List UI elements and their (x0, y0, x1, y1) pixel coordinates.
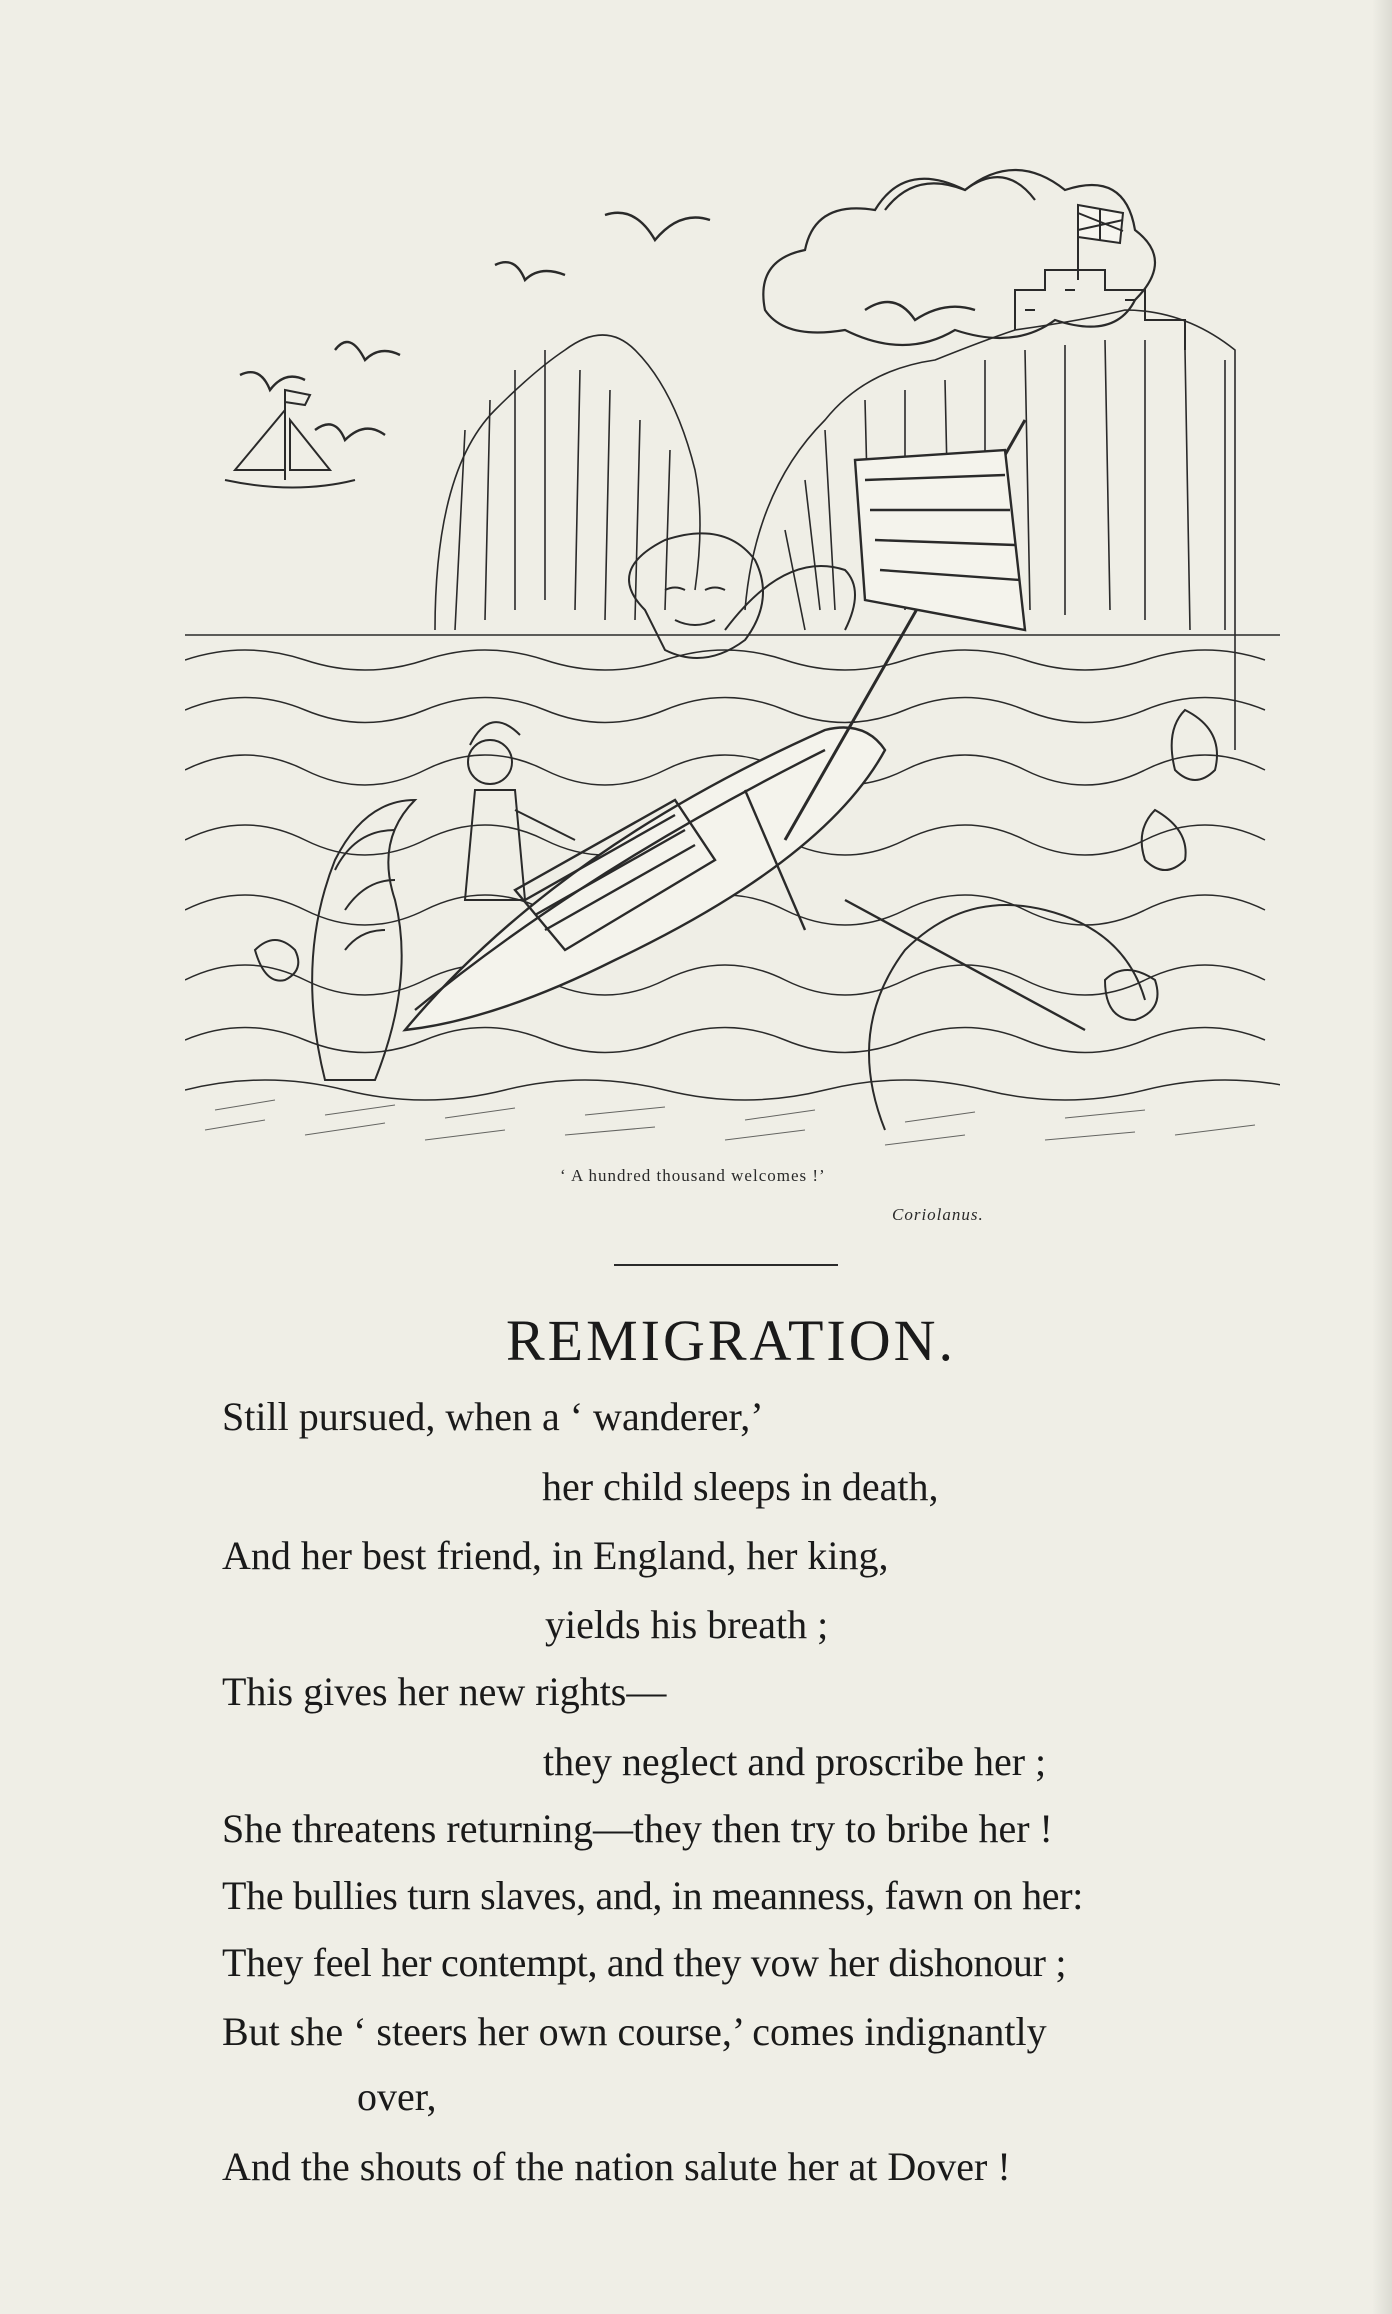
water-plume-drawing (435, 335, 700, 630)
illustration-caption-quote: ‘ A hundred thousand welcomes !’ (560, 1166, 826, 1185)
verse-line: And the shouts of the nation salute her at Dover ! (222, 2144, 1011, 2189)
poem-title: REMIGRATION. (505, 1308, 957, 1373)
verse-line: And her best friend, in England, her king, (222, 1533, 889, 1578)
sailboat-drawing (225, 390, 355, 488)
page-edge-shadow (1372, 0, 1392, 2314)
verse-line: She threatens returning—they then try to bribe her ! (222, 1806, 1053, 1851)
verse-line: But she ‘ steers her own course,’ comes indignantly (222, 2009, 1047, 2054)
engraving-illustration (185, 150, 1280, 1150)
verse-line: over, (357, 2074, 437, 2119)
verse-line: They feel her contempt, and they vow her dishonour ; (222, 1940, 1067, 1985)
verse-line: Still pursued, when a ‘ wanderer,’ (222, 1394, 764, 1439)
verse-line: they neglect and proscribe her ; (543, 1739, 1047, 1784)
illustration-caption-source: Coriolanus. (892, 1205, 984, 1224)
verse-line: yields his breath ; (545, 1602, 829, 1647)
verse-line: This gives her new rights— (222, 1669, 667, 1714)
hatching-texture (205, 1100, 1255, 1145)
verse-line: her child sleeps in death, (542, 1464, 939, 1509)
section-divider (614, 1264, 838, 1266)
verse-line: The bullies turn slaves, and, in meanness, fawn on her: (222, 1873, 1084, 1918)
cloud-drawing (763, 170, 1155, 345)
